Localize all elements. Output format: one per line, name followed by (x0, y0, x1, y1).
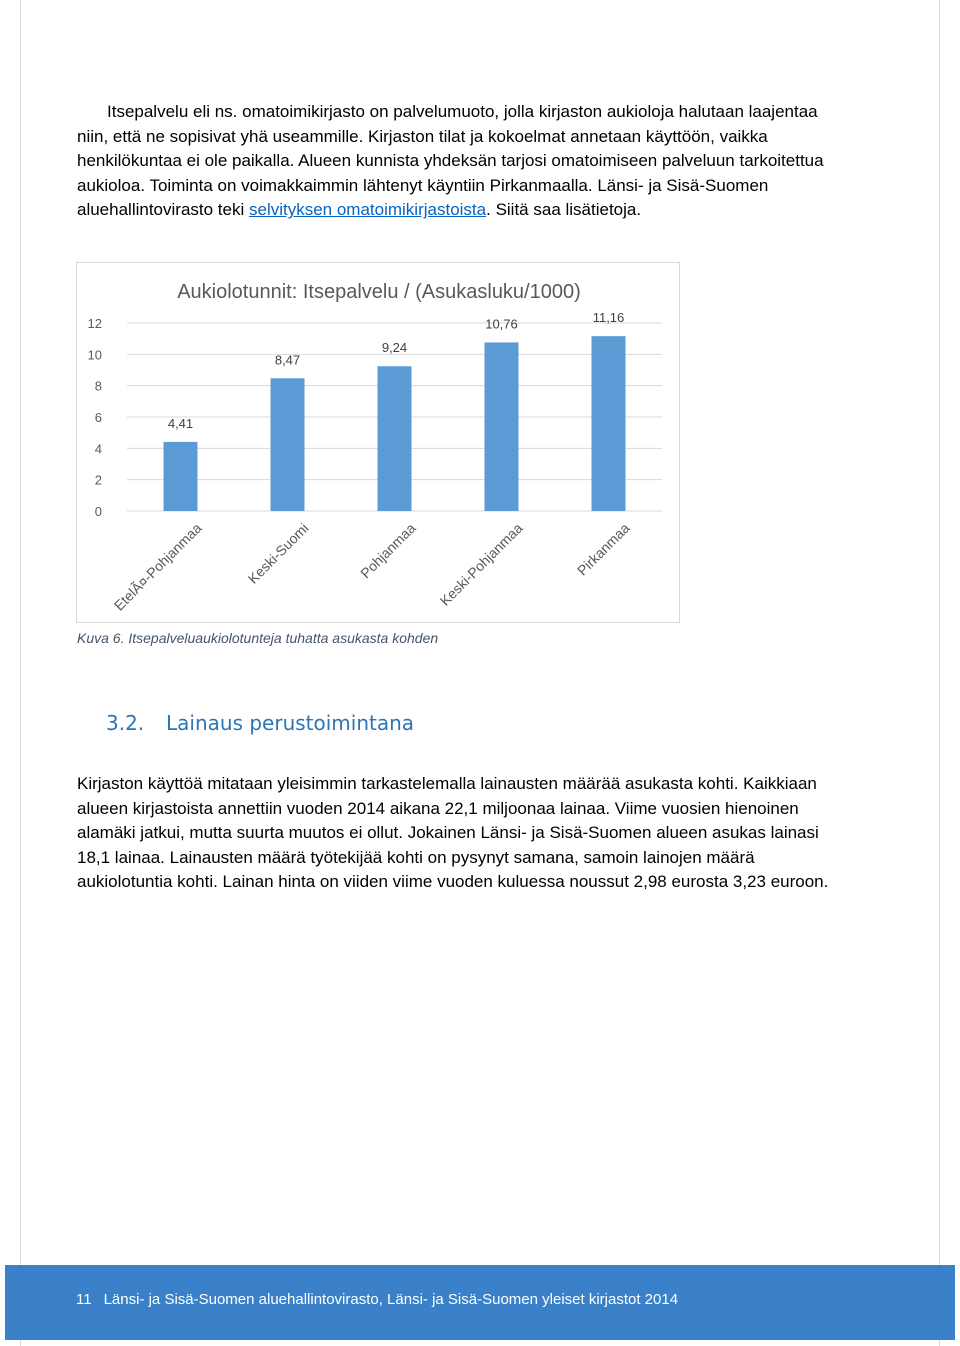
data-label: 9,24 (381, 340, 408, 356)
section-title: Lainaus perustoimintana (166, 711, 415, 735)
intro-line-2: niin, että ne sopisivat yhä useammille. Kirjaston tilat ja kokoelmat annetaan käyttöön, vaikka (77, 126, 768, 146)
data-label: 11,16 (592, 310, 625, 326)
data-label: 4,41 (167, 415, 194, 431)
category-label: Pohjanmaa (357, 519, 419, 582)
body-paragraph (77, 772, 897, 895)
category-label: Pirkanmaa (573, 519, 633, 579)
bar (164, 442, 198, 511)
bar (378, 366, 412, 511)
x-axis-categories (111, 520, 633, 614)
body-line-5: aukiolotuntia kohti. Lainan hinta on viiden viime vuoden kuluessa noussut 2,98 eurosta 3,23 euroon. (77, 872, 829, 892)
bar (485, 342, 519, 511)
bar (592, 336, 626, 511)
intro-line-4: aukioloa. Toiminta on voimakkaimmin lähtenyt käyntiin Pirkanmaalla. Länsi- ja Sisä-Suomen (77, 175, 769, 195)
chart-bars (164, 336, 626, 511)
page-number: 11 (76, 1291, 92, 1308)
category-label: Keski-Suomi (244, 519, 312, 587)
bar (271, 378, 305, 511)
category-label: EtelÃ¤-Pohjanmaa (110, 519, 205, 614)
category-label: Keski-Pohjanmaa (436, 519, 526, 609)
y-tick-label: 6 (94, 410, 102, 425)
intro-line-5-end: . Siitä saa lisätietoja. (486, 200, 642, 220)
footer (76, 1291, 678, 1308)
y-tick-label: 0 (94, 504, 102, 519)
y-tick-label: 10 (87, 347, 102, 363)
y-tick-label: 4 (94, 441, 102, 457)
y-tick-label: 8 (94, 378, 102, 394)
data-label: 10,76 (485, 316, 518, 332)
bar-chart (77, 263, 681, 624)
footer-text: Länsi- ja Sisä-Suomen aluehallintovirasto, Länsi- ja Sisä-Suomen yleiset kirjastot 2014 (103, 1291, 679, 1308)
intro-line-5-start: aluehallintovirasto teki (77, 200, 249, 220)
y-tick-label: 2 (94, 472, 102, 488)
body-line-4: 18,1 lainaa. Lainausten määrä työtekijää kohti on pysynyt samana, samoin lainojen määrä (77, 847, 755, 867)
intro-paragraph (77, 100, 897, 223)
body-line-1: Kirjaston käyttöä mitataan yleisimmin tarkastelemalla lainausten määrää asukasta kohti. Kaikkiaan (77, 774, 817, 793)
section-number: 3.2. (106, 711, 145, 735)
chart-container (76, 262, 680, 623)
body-line-2: alueen kirjastoista annettiin vuoden 2014 aikana 22,1 miljoonaa lainaa. Viime vuosien hienoinen (77, 798, 799, 818)
survey-link[interactable]: selvityksen omatoimikirjastoista (248, 200, 487, 220)
chart-title: Aukiolotunnit: Itsepalvelu / (Asukasluku/1000) (177, 281, 581, 303)
body-line-3: alamäki jatkui, mutta suurta muutos ei ollut. Jokainen Länsi- ja Sisä-Suomen alueen asukas lainasi (77, 823, 819, 843)
y-tick-label: 12 (87, 316, 102, 331)
figure-caption: Kuva 6. Itsepalveluaukiolotunteja tuhatta asukasta kohden (77, 630, 439, 646)
data-label: 8,47 (274, 352, 301, 368)
section-heading (106, 711, 414, 735)
y-axis-ticks (88, 316, 102, 519)
intro-line-1: Itsepalvelu eli ns. omatoimikirjasto on palvelumuoto, jolla kirjaston aukioloja halutaan laajentaa (107, 102, 818, 121)
intro-line-3: henkilökuntaa ei ole paikalla. Alueen kunnista yhdeksän tarjosi omatoimiseen palveluun tarkoitettua (77, 151, 824, 171)
